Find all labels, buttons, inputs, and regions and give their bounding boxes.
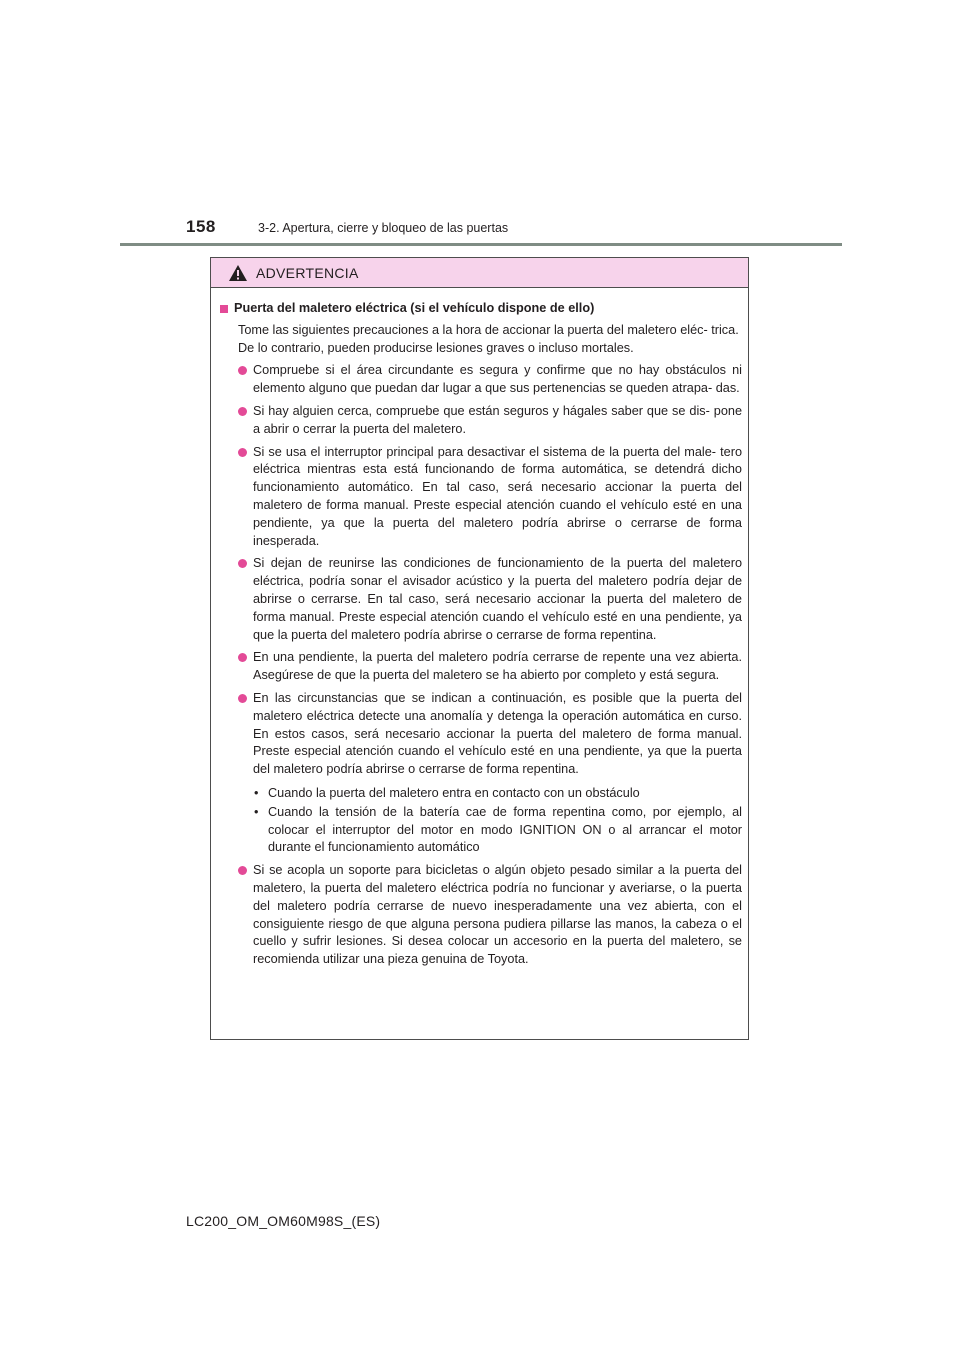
section-title: 3-2. Apertura, cierre y bloqueo de las puertas bbox=[258, 221, 509, 235]
dot-bullet-icon bbox=[238, 366, 247, 375]
sub-list bbox=[253, 785, 742, 857]
list-item-text: En las circunstancias que se indican a continuación, es posible que la puerta del maletero eléctrica detecte una anomalía y detenga la operación automática en curso. En estos casos, será necesario accionar la puerta del maletero de forma manual. Preste especial atención cuando el vehículo esté en una pendiente, ya que la puerta del maletero podría abrirse o cerrarse de forma repentina. bbox=[253, 690, 742, 777]
list-item bbox=[219, 649, 742, 685]
list-item bbox=[219, 403, 742, 439]
dot-bullet-icon bbox=[238, 448, 247, 457]
list-item-text: Si hay alguien cerca, compruebe que están seguros y hágales saber que se dis- pone a abrir o cerrar la puerta del maletero. bbox=[253, 403, 742, 436]
intro-line: Tome las siguientes precauciones a la hora de accionar la puerta del maletero eléc- trica. bbox=[238, 322, 739, 337]
dot-bullet-icon bbox=[238, 653, 247, 662]
warning-header bbox=[211, 258, 748, 288]
page-number: 158 bbox=[186, 217, 216, 236]
warning-title: ADVERTENCIA bbox=[256, 264, 359, 281]
sub-bullet: • bbox=[254, 785, 259, 800]
list-item-text: Si se acopla un soporte para bicicletas o algún objeto pesado similar a la puerta del maletero, la puerta del maletero eléctrica podría no funcionar y averiarse, o la puerta del maletero podría cerrarse de nuevo inesperadamente una vez abierta, con el consiguiente riesgo de que alguna persona pudiera pillarse las manos, la cabeza o el cuello y sufrir lesiones. Si desea colocar un accesorio en la puerta del maletero, se recomienda utilizar una pieza genuina de Toyota. bbox=[253, 863, 742, 967]
warning-triangle-icon bbox=[228, 264, 248, 282]
warning-section-heading bbox=[219, 300, 742, 318]
list-item-text: En una pendiente, la puerta del maletero podría cerrarse de repente una vez abierta. Asegúrese de que la puerta del maletero se ha abierto por completo y está segura. bbox=[253, 650, 742, 683]
dot-bullet-icon bbox=[238, 866, 247, 875]
dot-bullet-icon bbox=[238, 694, 247, 703]
list-item bbox=[219, 362, 742, 398]
header-divider bbox=[120, 243, 842, 246]
warning-section-title: Puerta del maletero eléctrica (si el vehículo dispone de ello) bbox=[234, 301, 595, 315]
list-item-content bbox=[253, 690, 742, 858]
list-item-text: Si se usa el interruptor principal para desactivar el sistema de la puerta del male- tero eléctrica mientras esta está funcionando de forma automática, se detendrá dicho funcionamiento automático. En tal caso, será necesario accionar la puerta del maletero de forma manual. Preste especial atención cuando el vehículo esté en una pendiente, ya que la puerta del maletero podría abrirse o cerrarse de forma inesperada. bbox=[253, 444, 742, 548]
warning-list bbox=[219, 362, 742, 969]
warning-body bbox=[211, 288, 748, 969]
intro-line: De lo contrario, pueden producirse lesiones graves o incluso mortales. bbox=[238, 340, 634, 355]
square-bullet-icon bbox=[220, 305, 228, 313]
sub-list-item-text: Cuando la puerta del maletero entra en contacto con un obstáculo bbox=[268, 785, 640, 800]
dot-bullet-icon bbox=[238, 407, 247, 416]
list-item-text: Si dejan de reunirse las condiciones de funcionamiento de la puerta del maletero eléctrica, podría sonar el avisador acústico y la puerta del maletero podría dejar de abrirse o cerrarse. En tal caso, será necesario accionar la puerta del maletero de forma manual. Preste especial atención cuando el vehículo esté en una pendiente, ya que la puerta del maletero podría abrirse o cerrarse de forma repentina. bbox=[253, 556, 742, 642]
list-item bbox=[219, 690, 742, 858]
sub-bullet: • bbox=[254, 804, 259, 819]
list-item bbox=[219, 444, 742, 551]
warning-box bbox=[210, 257, 749, 1040]
document-code: LC200_OM_OM60M98S_(ES) bbox=[186, 1213, 381, 1229]
sub-list-item bbox=[253, 785, 742, 803]
dot-bullet-icon bbox=[238, 559, 247, 568]
list-item bbox=[219, 862, 742, 969]
sub-list-item-text: Cuando la tensión de la batería cae de forma repentina como, por ejemplo, al colocar el interruptor del motor en modo IGNITION ON o al arrancar el motor durante el funcionamiento automático bbox=[268, 804, 742, 855]
list-item-text: Compruebe si el área circundante es segura y confirme que no hay obstáculos ni elemento alguno que puedan dar lugar a que sus pertenencias se queden atrapa- das. bbox=[253, 363, 742, 396]
warning-intro bbox=[219, 322, 742, 358]
list-item bbox=[219, 555, 742, 644]
sub-list-item bbox=[253, 804, 742, 857]
